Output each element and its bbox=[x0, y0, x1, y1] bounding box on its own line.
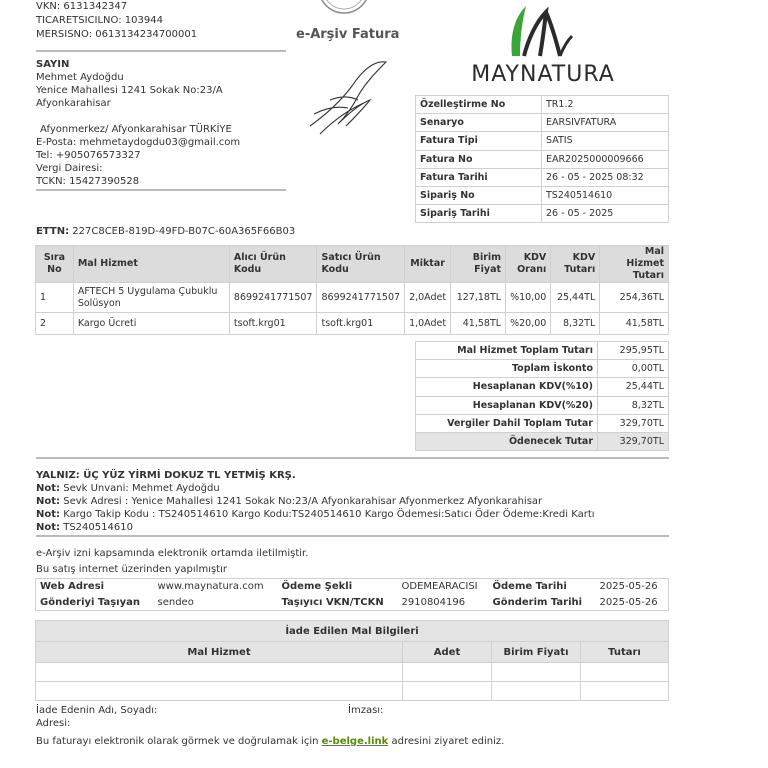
total-label: Vergiler Dahil Toplam Tutar bbox=[416, 414, 598, 432]
cell-mal-hizmet: Kargo Ücreti bbox=[73, 313, 229, 335]
divider bbox=[36, 50, 286, 52]
col-alici-kodu: Alıcı Ürün Kodu bbox=[229, 246, 317, 283]
cell-alici-kodu: 8699241771507 bbox=[229, 283, 317, 313]
note-label: Not: bbox=[36, 509, 61, 520]
table-row bbox=[416, 186, 669, 204]
cell-sira: 1 bbox=[36, 283, 74, 313]
meta-label: Fatura No bbox=[416, 150, 542, 168]
meta-value: TR1.2 bbox=[542, 96, 669, 114]
meta-label: Fatura Tipi bbox=[416, 132, 542, 150]
cell-satici-kodu: tsoft.krg01 bbox=[317, 313, 405, 335]
gonderim-value: 2025-05-26 bbox=[599, 596, 658, 608]
footer-text-after: adresini ziyaret ediniz. bbox=[388, 736, 505, 747]
return-address-label: Adresi: bbox=[36, 718, 71, 729]
cell-satici-kodu: 8699241771507 bbox=[317, 283, 405, 313]
cell-kdv-tutari: 8,32TL bbox=[551, 313, 600, 335]
col-birim-fiyat: Birim Fiyat bbox=[451, 246, 506, 283]
cell-miktar: 2,0Adet bbox=[405, 283, 451, 313]
return-name-label: İade Edenin Adı, Soyadı: bbox=[36, 705, 158, 716]
footer bbox=[36, 736, 504, 747]
table-header-row bbox=[36, 642, 669, 663]
return-person bbox=[36, 704, 157, 730]
meta-value: EAR2025000009666 bbox=[542, 150, 669, 168]
odeme-sekli-label: Ödeme Şekli bbox=[281, 581, 353, 593]
e-archive-line: e-Arşiv izni kapsamında elektronik ortamda iletilmiştir. bbox=[36, 548, 309, 559]
tasiyan-value: sendeo bbox=[157, 596, 194, 608]
signature-icon bbox=[300, 56, 396, 140]
sender-ticaret-sicil: TICARETSICILNO: 103944 bbox=[36, 15, 163, 26]
maynatura-leaf-icon bbox=[460, 0, 626, 62]
cell-mal-hizmet: AFTECH 5 Uygulama Çubuklu Solüsyon bbox=[73, 283, 229, 313]
col-adet: Adet bbox=[403, 642, 492, 663]
items-table bbox=[35, 245, 669, 335]
logo-wordmark: MAYNATURA bbox=[471, 62, 615, 87]
total-label: Hesaplanan KDV(%10) bbox=[416, 378, 598, 396]
table-row bbox=[416, 168, 669, 186]
returns-table bbox=[35, 620, 669, 701]
col-kdv-tutari: KDV Tutarı bbox=[551, 246, 600, 283]
sender-vkn: VKN: 6131342347 bbox=[36, 1, 128, 12]
cell-kdv-orani: %20,00 bbox=[506, 313, 551, 335]
footer-text-before: Bu faturayı elektronik olarak görmek ve doğrulamak için bbox=[36, 736, 322, 747]
table-row bbox=[416, 360, 669, 378]
vkn-value: 2910804196 bbox=[401, 596, 466, 608]
buyer-tax-office: Vergi Dairesi: bbox=[36, 163, 103, 174]
col-satici-kodu: Satıcı Ürün Kodu bbox=[317, 246, 405, 283]
returns-title: İade Edilen Mal Bilgileri bbox=[36, 621, 669, 642]
buyer-info bbox=[36, 58, 240, 188]
table-row bbox=[416, 378, 669, 396]
cell-miktar: 1,0Adet bbox=[405, 313, 451, 335]
gonderim-label: Gönderim Tarihi bbox=[492, 596, 583, 608]
buyer-name: Mehmet Aydoğdu bbox=[36, 72, 124, 83]
cell-kdv-tutari: 25,44TL bbox=[551, 283, 600, 313]
odeme-tarihi-value: 2025-05-26 bbox=[599, 581, 658, 593]
total-label: Hesaplanan KDV(%20) bbox=[416, 396, 598, 414]
table-row bbox=[416, 132, 669, 150]
table-header-row bbox=[36, 246, 669, 283]
table-row bbox=[416, 396, 669, 414]
note-line: Sevk Unvani: Mehmet Aydoğdu bbox=[63, 483, 220, 494]
table-row bbox=[416, 114, 669, 132]
table-row bbox=[416, 342, 669, 360]
ettn-value: 227C8CEB-819D-49FD-B07C-60A365F66B03 bbox=[72, 226, 296, 237]
table-row bbox=[36, 579, 669, 595]
buyer-heading: SAYIN bbox=[36, 59, 70, 70]
cell-birim-fiyat: 41,58TL bbox=[451, 313, 506, 335]
meta-value: 26 - 05 - 2025 bbox=[542, 205, 669, 223]
total-label: Mal Hizmet Toplam Tutarı bbox=[416, 342, 598, 360]
table-row bbox=[36, 283, 669, 313]
web-value: www.maynatura.com bbox=[157, 581, 264, 593]
meta-value: EARSIVFATURA bbox=[542, 114, 669, 132]
col-tutari: Tutarı bbox=[581, 642, 669, 663]
col-mal-hizmet: Mal Hizmet bbox=[36, 642, 403, 663]
col-miktar: Miktar bbox=[405, 246, 451, 283]
invoice-meta-table bbox=[415, 95, 669, 223]
cell-sira: 2 bbox=[36, 313, 74, 335]
return-signature-label: İmzası: bbox=[348, 705, 384, 716]
table-row bbox=[416, 432, 669, 450]
cell-mal-hizmet-tutari: 41,58TL bbox=[600, 313, 669, 335]
table-row bbox=[416, 414, 669, 432]
table-row bbox=[416, 150, 669, 168]
sender-info bbox=[36, 0, 197, 42]
col-sira: Sıra No bbox=[36, 246, 74, 283]
cell-alici-kodu: tsoft.krg01 bbox=[229, 313, 317, 335]
internet-sale-line: Bu satış internet üzerinden yapılmıştır bbox=[36, 564, 227, 575]
divider bbox=[36, 535, 669, 537]
e-archive-info bbox=[36, 546, 308, 578]
gib-seal-icon bbox=[306, 0, 382, 16]
company-logo bbox=[460, 0, 626, 86]
shipping-table bbox=[35, 578, 669, 611]
total-value: 329,70TL bbox=[598, 414, 669, 432]
total-value: 0,00TL bbox=[598, 360, 669, 378]
notes bbox=[36, 469, 595, 534]
meta-label: Fatura Tarihi bbox=[416, 168, 542, 186]
total-label: Ödenecek Tutar bbox=[416, 432, 598, 450]
total-value: 25,44TL bbox=[598, 378, 669, 396]
total-label: Toplam İskonto bbox=[416, 360, 598, 378]
cell-mal-hizmet-tutari: 254,36TL bbox=[600, 283, 669, 313]
divider bbox=[36, 457, 669, 459]
buyer-tckn: TCKN: 15427390528 bbox=[36, 176, 140, 187]
document-title: e-Arşiv Fatura bbox=[296, 27, 400, 42]
col-mal-hizmet: Mal Hizmet bbox=[73, 246, 229, 283]
web-label: Web Adresi bbox=[40, 581, 105, 593]
col-mal-hizmet-tutari: Mal Hizmet Tutarı bbox=[600, 246, 669, 283]
meta-value: 26 - 05 - 2025 08:32 bbox=[542, 168, 669, 186]
total-value: 295,95TL bbox=[598, 342, 669, 360]
ettn-label: ETTN: bbox=[36, 226, 70, 237]
total-value: 329,70TL bbox=[598, 432, 669, 450]
table-row bbox=[36, 663, 669, 682]
odeme-tarihi-label: Ödeme Tarihi bbox=[492, 581, 567, 593]
note-label: Not: bbox=[36, 522, 61, 533]
buyer-address3: Afyonmerkez/ Afyonkarahisar TÜRKİYE bbox=[40, 124, 232, 135]
tasiyan-label: Gönderiyi Taşıyan bbox=[40, 596, 140, 608]
amount-in-words: YALNIZ: ÜÇ YÜZ YİRMİ DOKUZ TL YETMİŞ KRŞ. bbox=[36, 470, 296, 481]
totals-table bbox=[415, 341, 669, 451]
cell-kdv-orani: %10,00 bbox=[506, 283, 551, 313]
sender-mersis: MERSISNO: 0613134234700001 bbox=[36, 29, 198, 40]
ettn bbox=[36, 226, 295, 237]
note-line: TS240514610 bbox=[63, 522, 133, 533]
e-belge-link[interactable]: e-belge.link bbox=[321, 736, 389, 747]
note-label: Not: bbox=[36, 496, 61, 507]
table-row bbox=[36, 595, 669, 611]
col-birim-fiyati: Birim Fiyatı bbox=[492, 642, 581, 663]
buyer-email: E-Posta: mehmetaydogdu03@gmail.com bbox=[36, 137, 241, 148]
buyer-tel: Tel: +905076573327 bbox=[36, 150, 141, 161]
meta-label: Sipariş No bbox=[416, 186, 542, 204]
odeme-sekli-value: ODEMEARACISI bbox=[401, 581, 478, 593]
table-row bbox=[36, 682, 669, 701]
table-row bbox=[416, 96, 669, 114]
meta-value: TS240514610 bbox=[542, 186, 669, 204]
table-header-row bbox=[36, 621, 669, 642]
col-kdv-orani: KDV Oranı bbox=[506, 246, 551, 283]
vkn-label: Taşıyıcı VKN/TCKN bbox=[281, 596, 384, 608]
buyer-address2: Afyonkarahisar bbox=[36, 98, 111, 109]
meta-label: Senaryo bbox=[416, 114, 542, 132]
meta-label: Özelleştirme No bbox=[416, 96, 542, 114]
table-row bbox=[416, 205, 669, 223]
note-label: Not: bbox=[36, 483, 61, 494]
divider bbox=[36, 189, 286, 191]
table-row bbox=[36, 313, 669, 335]
buyer-address1: Yenice Mahallesi 1241 Sokak No:23/A bbox=[36, 85, 223, 96]
meta-value: SATIS bbox=[542, 132, 669, 150]
total-value: 8,32TL bbox=[598, 396, 669, 414]
cell-birim-fiyat: 127,18TL bbox=[451, 283, 506, 313]
note-line: Sevk Adresi : Yenice Mahallesi 1241 Sokak No:23/A Afyonkarahisar Afyonmerkez Afyonkarahisar bbox=[63, 496, 543, 507]
meta-label: Sipariş Tarihi bbox=[416, 205, 542, 223]
note-line: Kargo Takip Kodu : TS240514610 Kargo Kodu:TS240514610 Kargo Ödemesi:Satıcı Öder Ödeme:Kredi Kartı bbox=[63, 509, 595, 520]
